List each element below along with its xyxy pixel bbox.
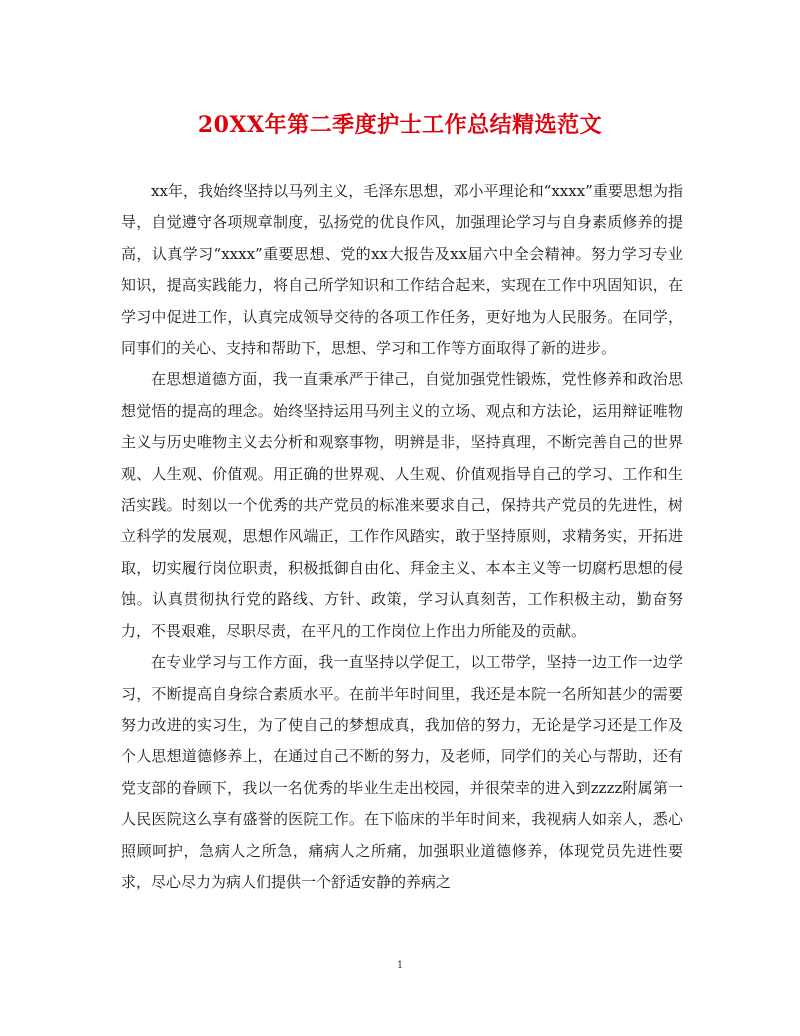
paragraph-1: xx年，我始终坚持以马列主义，毛泽东思想，邓小平理论和“xxxx”重要思想为指导，自觉遵守各项规章制度，弘扬党的优良作风，加强理论学习与自身素质修养的提高，认真学习“xxxx”重要思想、党的xx大报告及xx届六中全会精神。努力学习专业知识，提高实践能力，将自己所学知识和工作结合起来，实现在工作中巩固知识，在学习中促进工作，认真完成领导交待的各项工作任务，更好地为人民服务。在同学，同事们的关心、支持和帮助下，思想、学习和工作等方面取得了新的进步。 (121, 182, 683, 358)
document-title: 20XX年第二季度护士工作总结精选范文 (197, 112, 603, 138)
paragraph-3: 在专业学习与工作方面，我一直坚持以学促工，以工带学，坚持一边工作一边学习，不断提高自身综合素质水平。在前半年时间里，我还是本院一名所知甚少的需要努力改进的实习生，为了使自己的梦想成真，我加倍的努力，无论是学习还是工作及个人思想道德修养上，在通过自己不断的努力，及老师，同学们的关心与帮助，还有党支部的眷顾下，我以一名优秀的毕业生走出校园，并很荣幸的进入到zzzz附属第一人民医院这么享有盛誉的医院工作。在下临床的半年时间来，我视病人如亲人，悉心照顾呵护，急病人之所急，痛病人之所痛，加强职业道德修养，体现党员先进性要求，尽心尽力为病人们提供一个舒适安静的养病之 (121, 653, 683, 891)
page-number: 1 (396, 960, 404, 971)
document-body (121, 176, 683, 898)
paragraph-2: 在思想道德方面，我一直秉承严于律己，自觉加强党性锻炼，党性修养和政治思想觉悟的提高的理念。始终坚持运用马列主义的立场、观点和方法论，运用辩证唯物主义与历史唯物主义去分析和观察事物，明辨是非，坚持真理，不断完善自己的世界观、人生观、价值观。用正确的世界观、人生观、价值观指导自己的学习、工作和生活实践。时刻以一个优秀的共产党员的标准来要求自己，保持共产党员的先进性，树立科学的发展观，思想作风端正，工作作风踏实，敢于坚持原则，求精务实，开拓进取，切实履行岗位职责，积极抵御自由化、拜金主义、本本主义等一切腐朽思想的侵蚀。认真贯彻执行党的路线、方针、政策，学习认真刻苦，工作积极主动，勤奋努力，不畏艰难，尽职尽责，在平凡的工作岗位上作出力所能及的贡献。 (121, 370, 683, 640)
